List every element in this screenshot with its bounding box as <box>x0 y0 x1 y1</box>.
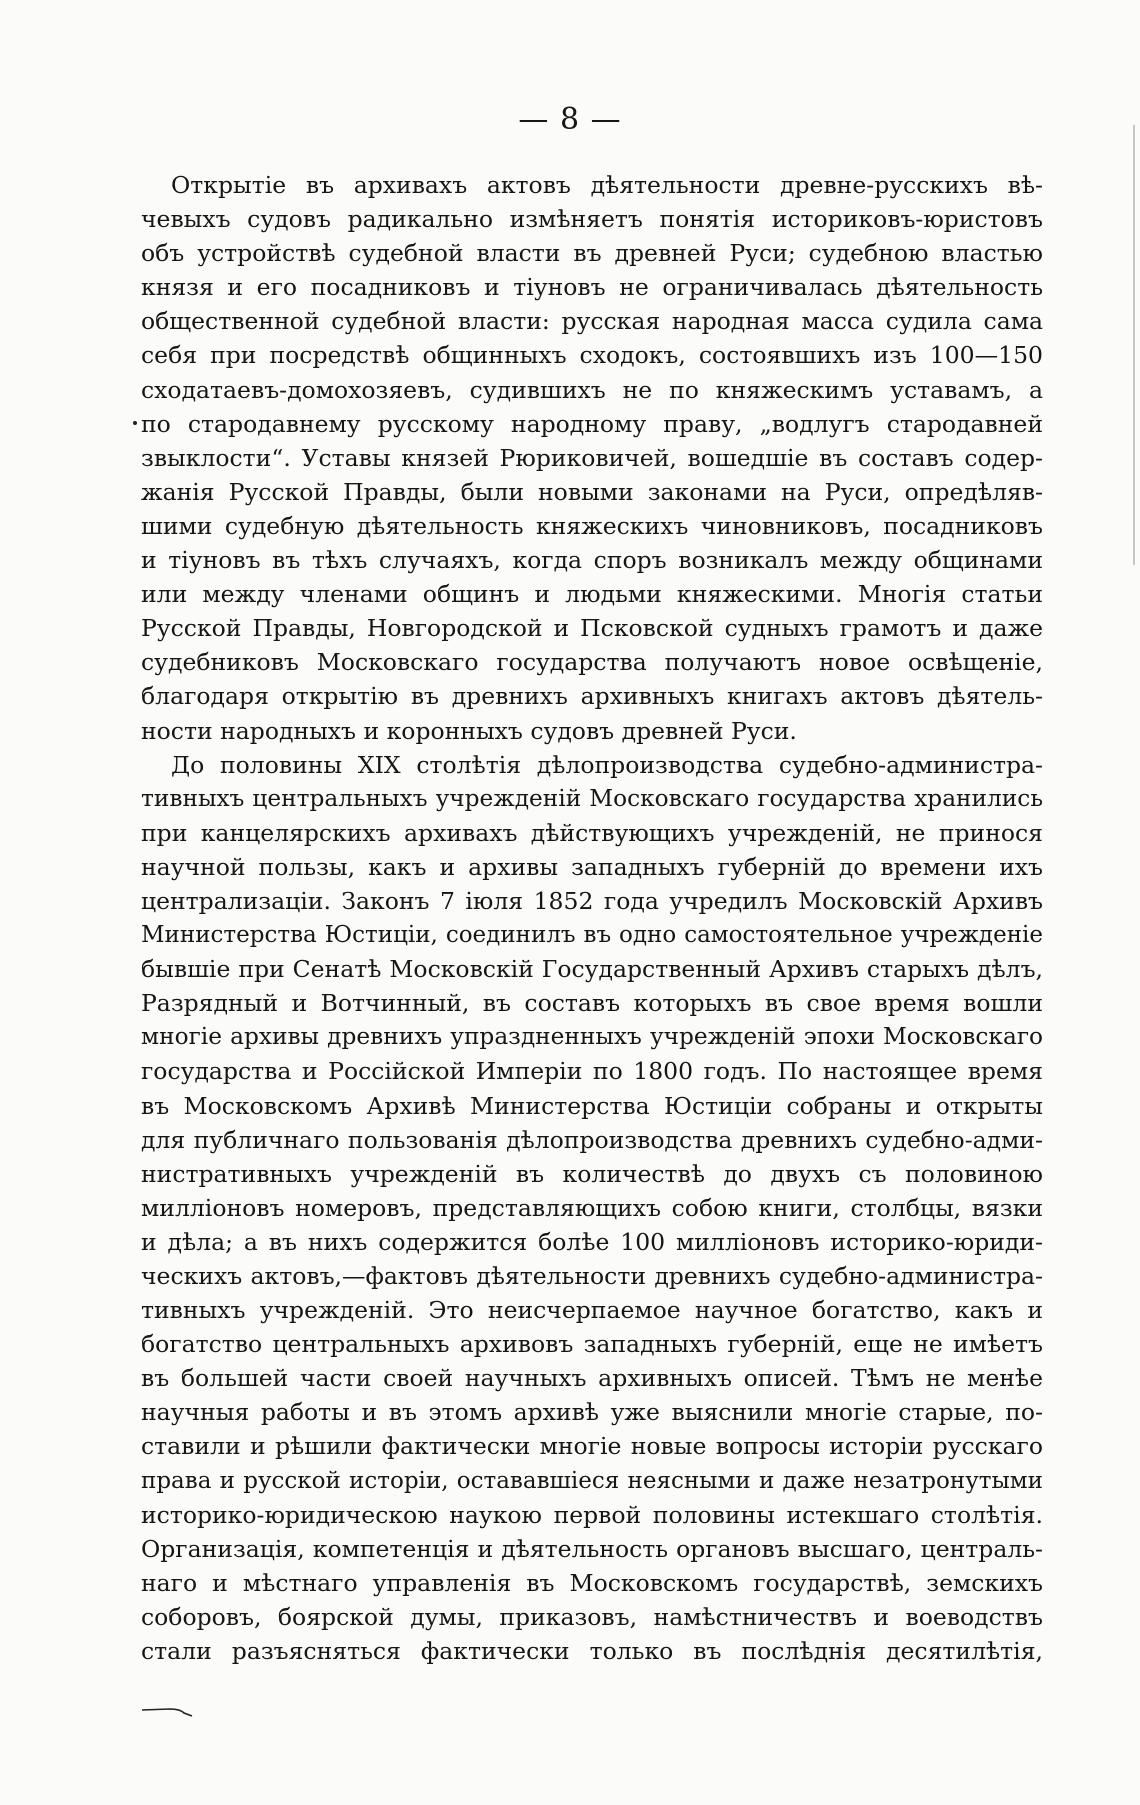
text-line: тивныхъ центральныхъ учрежденій Московскаго государства хранились <box>141 784 1043 812</box>
text-line: себя при посредствѣ общинныхъ сходокъ, состоявшихъ изъ 100—150 <box>141 341 1043 370</box>
text-line: объ устройствѣ судебной власти въ древней Руси; судебною властью <box>141 239 1043 268</box>
text-line: въ Московскомъ Архивѣ Министерства Юстиціи собраны и открыты <box>141 1091 1043 1120</box>
text-line: шими судебную дѣятельность княжескихъ чиновниковъ, посадниковъ <box>141 511 1043 540</box>
text-line: научной пользы, какъ и архивы западныхъ губерній до времени ихъ <box>141 852 1043 881</box>
body-text <box>141 168 1043 1668</box>
text-line: для публичнаго пользованія дѣлопроизводства древнихъ судебно-адми- <box>141 1125 1043 1154</box>
text-line: ческихъ актовъ,—фактовъ дѣятельности древнихъ судебно-администра- <box>141 1262 1043 1290</box>
text-line: стали разъясняться фактически только въ послѣднія десятилѣтія, <box>141 1637 1043 1666</box>
text-line: централизаціи. Законъ 7 іюля 1852 года учредилъ Московскій Архивъ <box>141 886 1043 915</box>
text-line: чевыхъ судовъ радикально измѣняетъ понятія историковъ-юристовъ <box>141 205 1043 234</box>
text-line: До половины XIX столѣтія дѣлопроизводства судебно-администра- <box>171 750 1043 779</box>
text-line: многіе архивы древнихъ упраздненныхъ учрежденій эпохи Московскаго <box>141 1023 1043 1051</box>
text-line: при канцелярскихъ архивахъ дѣйствующихъ учрежденій, не принося <box>141 818 1043 847</box>
text-line: князя и его посадниковъ и тіуновъ не ограничивалась дѣятельность <box>141 273 1043 302</box>
page-number: — 8 — <box>518 102 622 137</box>
text-line: общественной судебной власти: русская народная масса судила сама <box>141 307 1043 336</box>
text-line: жанія Русской Правды, были новыми законами на Руси, опредѣляв- <box>141 477 1043 506</box>
text-line: нистративныхъ учрежденій въ количествѣ до двухъ съ половиною <box>141 1159 1043 1188</box>
text-line: государства и Россійской Имперіи по 1800 годъ. По настоящее время <box>141 1057 1043 1086</box>
text-line: и тіуновъ въ тѣхъ случаяхъ, когда споръ возникалъ между общинами <box>141 546 1043 575</box>
text-line: благодаря открытію въ древнихъ архивныхъ книгахъ актовъ дѣятель- <box>141 682 1043 711</box>
text-line: Открытіе въ архивахъ актовъ дѣятельности древне-русскихъ вѣ- <box>171 171 1043 199</box>
text-line: богатство центральныхъ архивовъ западныхъ губерній, еще не имѣетъ <box>141 1330 1043 1359</box>
text-line: по стародавнему русскому народному праву, „водлугъ стародавней <box>141 409 1043 438</box>
text-line: права и русской исторіи, остававшіеся неясными и даже незатронутыми <box>141 1467 1043 1494</box>
text-line: Разрядный и Вотчинный, въ составъ которыхъ въ свое время вошли <box>141 989 1043 1018</box>
text-line: милліоновъ номеровъ, представляющихъ собою книги, столбцы, вязки <box>141 1193 1043 1222</box>
text-line: въ большей части своей научныхъ архивныхъ описей. Тѣмъ не менѣе <box>141 1364 1043 1393</box>
text-line: историко-юридическою наукою первой половины истекшаго столѣтія. <box>141 1500 1043 1529</box>
text-line: сходатаевъ-домохозяевъ, судившихъ не по княжескимъ уставамъ, а <box>141 375 1043 404</box>
text-line: судебниковъ Московскаго государства получаютъ новое освѣщеніе, <box>141 648 1043 677</box>
text-line: научныя работы и въ этомъ архивѣ уже выяснили многіе старые, по- <box>141 1398 1043 1427</box>
text-line: или между членами общинъ и людьми княжескими. Многія статьи <box>141 580 1043 609</box>
text-line: тивныхъ учрежденій. Это неисчерпаемое научное богатство, какъ и <box>141 1296 1043 1325</box>
text-line: и дѣла; а въ нихъ содержится болѣе 100 милліоновъ историко-юриди- <box>141 1227 1043 1256</box>
text-line: ставили и рѣшили фактически многіе новые вопросы исторіи русскаго <box>141 1432 1043 1461</box>
right-margin-scan-edge <box>1133 125 1135 565</box>
margin-ink-dot <box>133 421 137 425</box>
text-line: бывшіе при Сенатѣ Московскій Государственный Архивъ старыхъ дѣлъ, <box>141 955 1043 984</box>
text-line: Министерства Юстиціи, соединилъ въ одно самостоятельное учрежденіе <box>141 922 1043 949</box>
text-line: Организація, компетенція и дѣятельность органовъ высшаго, централь- <box>141 1534 1043 1563</box>
text-line: соборовъ, боярской думы, приказовъ, намѣстничествъ и воеводствъ <box>141 1602 1043 1631</box>
stray-pen-mark <box>140 1706 195 1718</box>
text-line: ности народныхъ и коронныхъ судовъ древней Руси. <box>141 716 797 745</box>
text-line: Русской Правды, Новгородской и Псковской судныхъ грамотъ и даже <box>141 614 1043 643</box>
text-line: звыклости“. Уставы князей Рюриковичей, вошедшіе въ составъ содер- <box>141 443 1043 472</box>
text-line: наго и мѣстнаго управленія въ Московскомъ государствѣ, земскихъ <box>141 1568 1043 1597</box>
